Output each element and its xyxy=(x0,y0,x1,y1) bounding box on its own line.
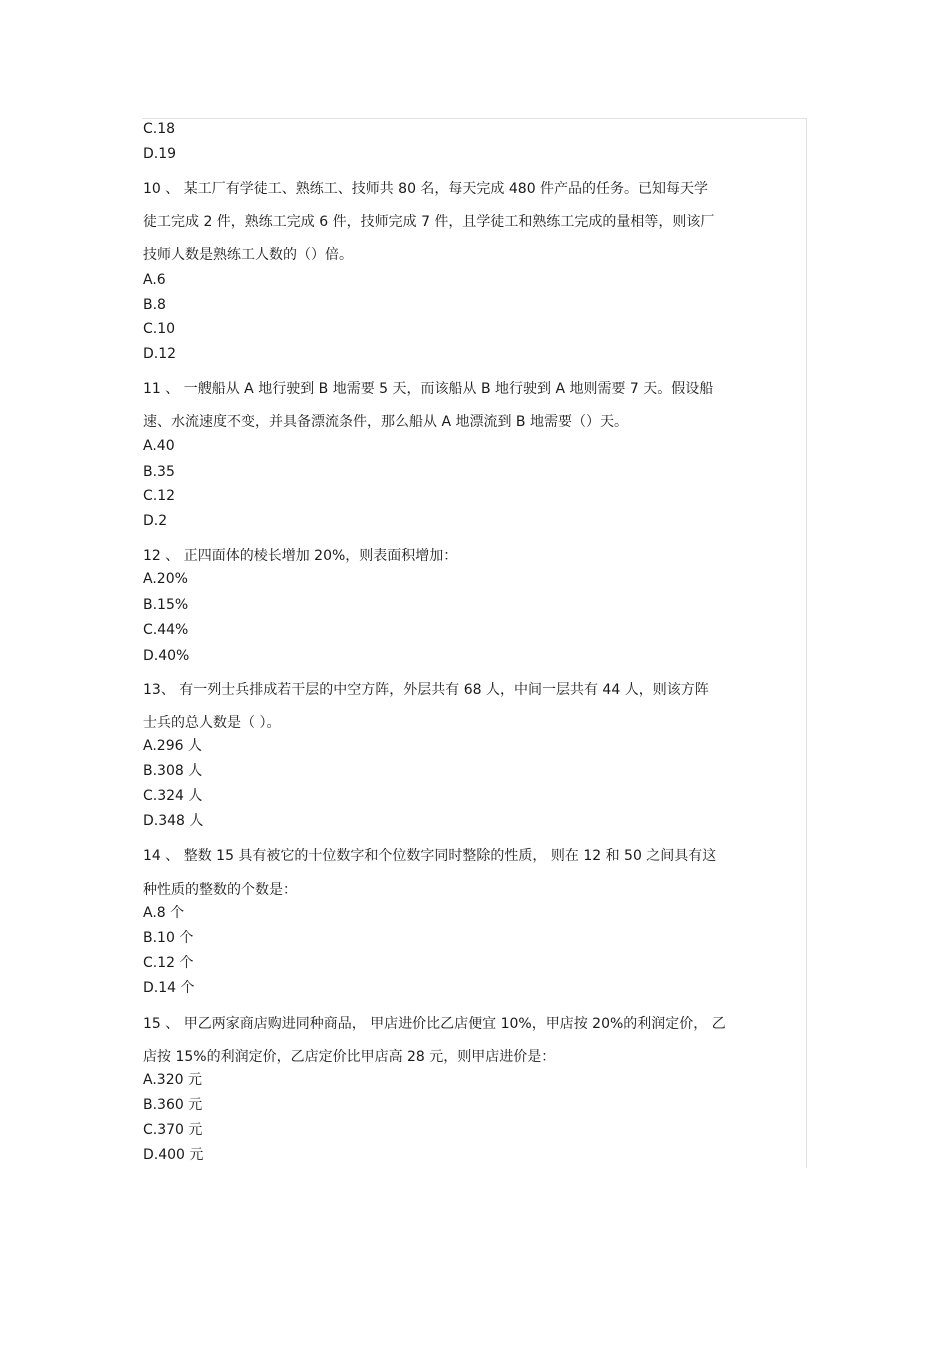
answer-option: D.12 xyxy=(143,346,177,362)
page-border-right xyxy=(806,118,807,1168)
question-text-line: 14 、 整数 15 具有被它的十位数字和个位数字同时整除的性质， 则在 12 和 50 之间具有这 xyxy=(143,848,717,864)
answer-option: C.12 xyxy=(143,488,176,504)
answer-option: C.324 人 xyxy=(143,788,203,804)
answer-option: B.360 元 xyxy=(143,1097,203,1113)
page-border-top xyxy=(142,118,807,119)
answer-option: A.40 xyxy=(143,438,175,454)
answer-option: B.8 xyxy=(143,297,166,313)
answer-option: C.370 元 xyxy=(143,1122,203,1138)
answer-option: A.6 xyxy=(143,272,166,288)
answer-option: D.2 xyxy=(143,513,168,529)
answer-option: D.348 人 xyxy=(143,813,204,829)
answer-option: C.44% xyxy=(143,622,189,638)
question-text-line: 种性质的整数的个数是： xyxy=(143,882,297,898)
answer-option: A.320 元 xyxy=(143,1072,202,1088)
question-text-line: 12 、 正四面体的棱长增加 20%，则表面积增加： xyxy=(143,548,458,564)
answer-option: D.19 xyxy=(143,146,177,162)
answer-option: A.296 人 xyxy=(143,738,202,754)
answer-option: C.12 个 xyxy=(143,955,194,971)
question-text-line: 店按 15%的利润定价，乙店定价比甲店高 28 元，则甲店进价是： xyxy=(143,1049,556,1065)
question-text-line: 技师人数是熟练工人数的（）倍。 xyxy=(143,247,353,263)
answer-option: B.10 个 xyxy=(143,930,194,946)
answer-option: A.20% xyxy=(143,571,188,587)
question-text-line: 速、水流速度不变，并具备漂流条件，那么船从 A 地漂流到 B 地需要（）天。 xyxy=(143,414,628,430)
question-text-line: 徒工完成 2 件，熟练工完成 6 件，技师完成 7 件，且学徒工和熟练工完成的量相等，则该厂 xyxy=(143,214,715,230)
question-text-line: 士兵的总人数是（ ）。 xyxy=(143,715,281,731)
answer-option: B.308 人 xyxy=(143,763,203,779)
answer-option: D.400 元 xyxy=(143,1147,204,1163)
question-text-line: 15 、 甲乙两家商店购进同种商品， 甲店进价比乙店便宜 10%，甲店按 20%的利润定价， 乙 xyxy=(143,1016,726,1032)
answer-option: B.35 xyxy=(143,464,175,480)
answer-option: B.15% xyxy=(143,597,189,613)
question-text-line: 10 、 某工厂有学徒工、熟练工、技师共 80 名，每天完成 480 件产品的任务。已知每天学 xyxy=(143,181,709,197)
question-text-line: 13、 有一列士兵排成若干层的中空方阵，外层共有 68 人，中间一层共有 44 人，则该方阵 xyxy=(143,682,709,698)
answer-option: C.18 xyxy=(143,121,176,137)
answer-option: D.14 个 xyxy=(143,980,195,996)
answer-option: A.8 个 xyxy=(143,905,185,921)
answer-option: C.10 xyxy=(143,321,176,337)
question-text-line: 11 、 一艘船从 A 地行驶到 B 地需要 5 天，而该船从 B 地行驶到 A 地则需要 7 天。假设船 xyxy=(143,381,714,397)
answer-option: D.40% xyxy=(143,648,190,664)
